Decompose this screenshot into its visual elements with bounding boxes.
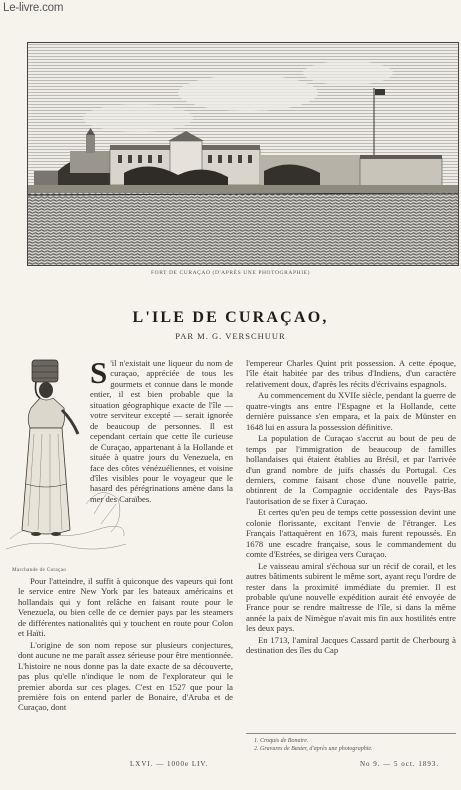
engraving-caption: FORT DE CURAÇAO (D'APRÈS UNE PHOTOGRAPHIE) xyxy=(150,270,311,276)
fort-engraving-svg xyxy=(28,43,458,265)
fort-engraving-image xyxy=(27,42,459,266)
article-paragraph: l'empereur Charles Quint prit possession. A cette époque, l'île était habitée par des tribus d'Indiens, d'un caractère relativement doux, d'après les récits d'écrivains espagnols. xyxy=(246,358,456,389)
article-paragraph xyxy=(90,355,233,504)
footnotes xyxy=(246,733,456,753)
article-paragraph: Pour l'atteindre, il suffit à quiconque des vapeurs qui font le service entre New York par les bateaux américains et hollandais qui y font relâche en faisant route pour le Venezuela, ou bien celle de ce dernier pays par les steamers de différentes nationalités qui y touchent en route pour Colon et Haïti. xyxy=(18,576,233,639)
folio-left: LXVI. — 1000e LIV. xyxy=(130,760,209,768)
article-column-left-lower xyxy=(18,576,233,713)
article-paragraph: Et certes qu'en peu de temps cette possession devint une colonie florissante, excitant l'envie de l'étranger. Les Français l'attaquèrent en 1673, mais furent repoussés. En 1678 une escadre française, sous le commandement du comte d'Estrées, se dirigea vers Curaçao. xyxy=(246,507,456,560)
article-title: L'ILE DE CURAÇAO, xyxy=(132,309,329,326)
article-column-right xyxy=(246,358,456,656)
vendor-caption: Marchande de Curaçao xyxy=(12,567,67,573)
footnote: 2. Gravures de Baxter, d'après une photographie. xyxy=(254,746,373,752)
dropcap-letter: S xyxy=(90,355,108,390)
footnote: 1. Croquis de Bonaire. xyxy=(254,738,309,744)
article-byline: PAR M. G. VERSCHUUR xyxy=(175,331,286,341)
watermark-logo: Le-livre.com xyxy=(3,2,64,14)
article-paragraph: Le vaisseau amiral s'échoua sur un récif de corail, et les autres bâtiments subirent le même sort, ayant reçu l'ordre de rester dans la proximité immédiate du premier. Il est probable qu'une nouvelle expédition aurait été envoyée de France pour se rendre maîtresse de l'île, si dans la même année la paix de Nimègue n'avait mis fin aux hostilités entre les deux pays. xyxy=(246,560,456,634)
article-paragraph: La population de Curaçao s'accrut au bout de peu de temps par l'immigration de beaucoup de familles hollandaises qui étaient établies au Brésil, et par l'arrivée d'un grand nombre de juifs chassés du Portugal. Ces derniers, comme faisant chose d'une nouvelle patrie, obtinrent de la Compagnie occidentale des Pays-Bas l'autorisation de se fixer à Curaçao. xyxy=(246,433,456,506)
article-paragraph: En 1713, l'amiral Jacques Cassard partit de Cherbourg à destination des îles du Cap xyxy=(246,634,456,656)
article-paragraph: Au commencement du XVIIe siècle, pendant la guerre de quatre-vingts ans entre l'Espagne et la Hollande, cette dernière puissance s'en empara, et la paix de Münster en 1648 lui en assura la possession définitive. xyxy=(246,390,456,432)
article-column-left-upper xyxy=(90,355,233,504)
article-paragraph: L'origine de son nom repose sur plusieurs conjectures, dont aucune ne me paraît assez sérieuse pour être mentionnée. L'histoire ne nous donne pas la date exacte de sa découverte, pas plus qu'elle n'indique le nom de l'explorateur qui le premier aborda sur ces plages. C'est en 1527 que pour la première fois on entend parler de Bonaire, d'Aruba et de Curaçao, dont xyxy=(18,639,233,713)
paragraph-text: 'il n'existait une liqueur du nom de curaçao, appréciée de tous les gourmets et connue dans le monde entier, il est bien probable que la situation géographique exacte de l'île — votre serviteur excepté — serait ignorée de beaucoup de personnes. Il est cependant certain que cette île curieuse de Curaçao, appartenant à la Hollande et située à quatre jours du Venezuela, en face des côtes vénézuéliennes, et voisine d'îles visibles pour le voyageur que le hasard des pérégrinations amène dans la mer des Caraïbes. xyxy=(90,358,233,504)
folio-right: No 9. — 5 oct. 1893. xyxy=(360,760,440,768)
